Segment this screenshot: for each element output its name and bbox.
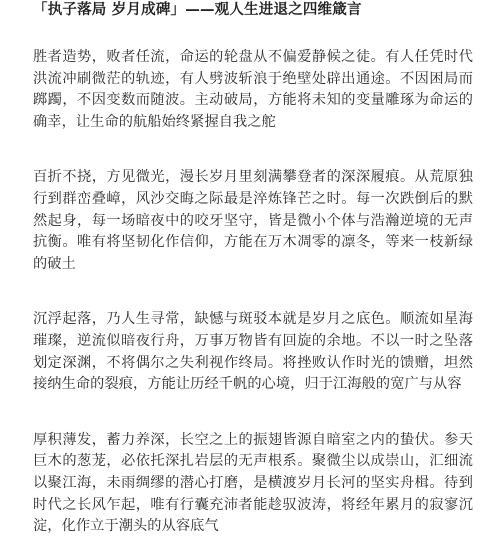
paragraph-ups-and-downs: 沉浮起落，乃人生寻常，缺憾与斑驳本就是岁月之底色。顺流如星海璀璨，逆流似暗夜行舟，万事万物皆有回旋的余地。不以一时之坠落划定深渊，不将偶尔之失利视作终局。将挫败认作时光的馈赠，坦然接纳生命的裂痕，方能让历经千帆的心境，归于江海般的宽广与从容 [33, 311, 473, 393]
paragraph-perseverance: 百折不挠，方见微光，漫长岁月里刻满攀登者的深深履痕。从荒原独行到群峦叠嶂，风沙交晦之际最是淬炼锋芒之时。每一次跌倒后的默然起身，每一场暗夜中的咬牙坚守，皆是微小个体与浩瀚逆境的无声抗衡。唯有将坚韧化作信仰，方能在万木凋零的凛冬，等来一枝新绿的破土 [33, 169, 473, 272]
article-title: 「执子落局 岁月成碑」——观人生进退之四维箴言 [33, 2, 362, 18]
paragraph-accumulation: 厚积薄发，蓄力养深，长空之上的振翅皆源自暗室之内的蛰伏。参天巨木的葱茏，必依托深扎岩层的无声根系。聚微尘以成崇山，汇细流以聚江海，未雨绸缪的潜心打磨，是横渡岁月长河的坚实舟楫。待到时代之长风乍起，唯有行囊充沛者能趁驭波涛，将经年累月的寂寥沉淀，化作立于潮头的从容底气 [33, 431, 473, 535]
paragraph-initiative: 胜者造势，败者任流，命运的轮盘从不偏爱静候之徒。有人任凭时代洪流冲刷微茫的轨迹，有人劈波斩浪于绝壁处辟出通途。不因困局而踯躅，不因变数而随波。主动破局，方能将未知的变量雕琢为命运的确幸，让生命的航船始终紧握自我之舵 [33, 49, 473, 130]
